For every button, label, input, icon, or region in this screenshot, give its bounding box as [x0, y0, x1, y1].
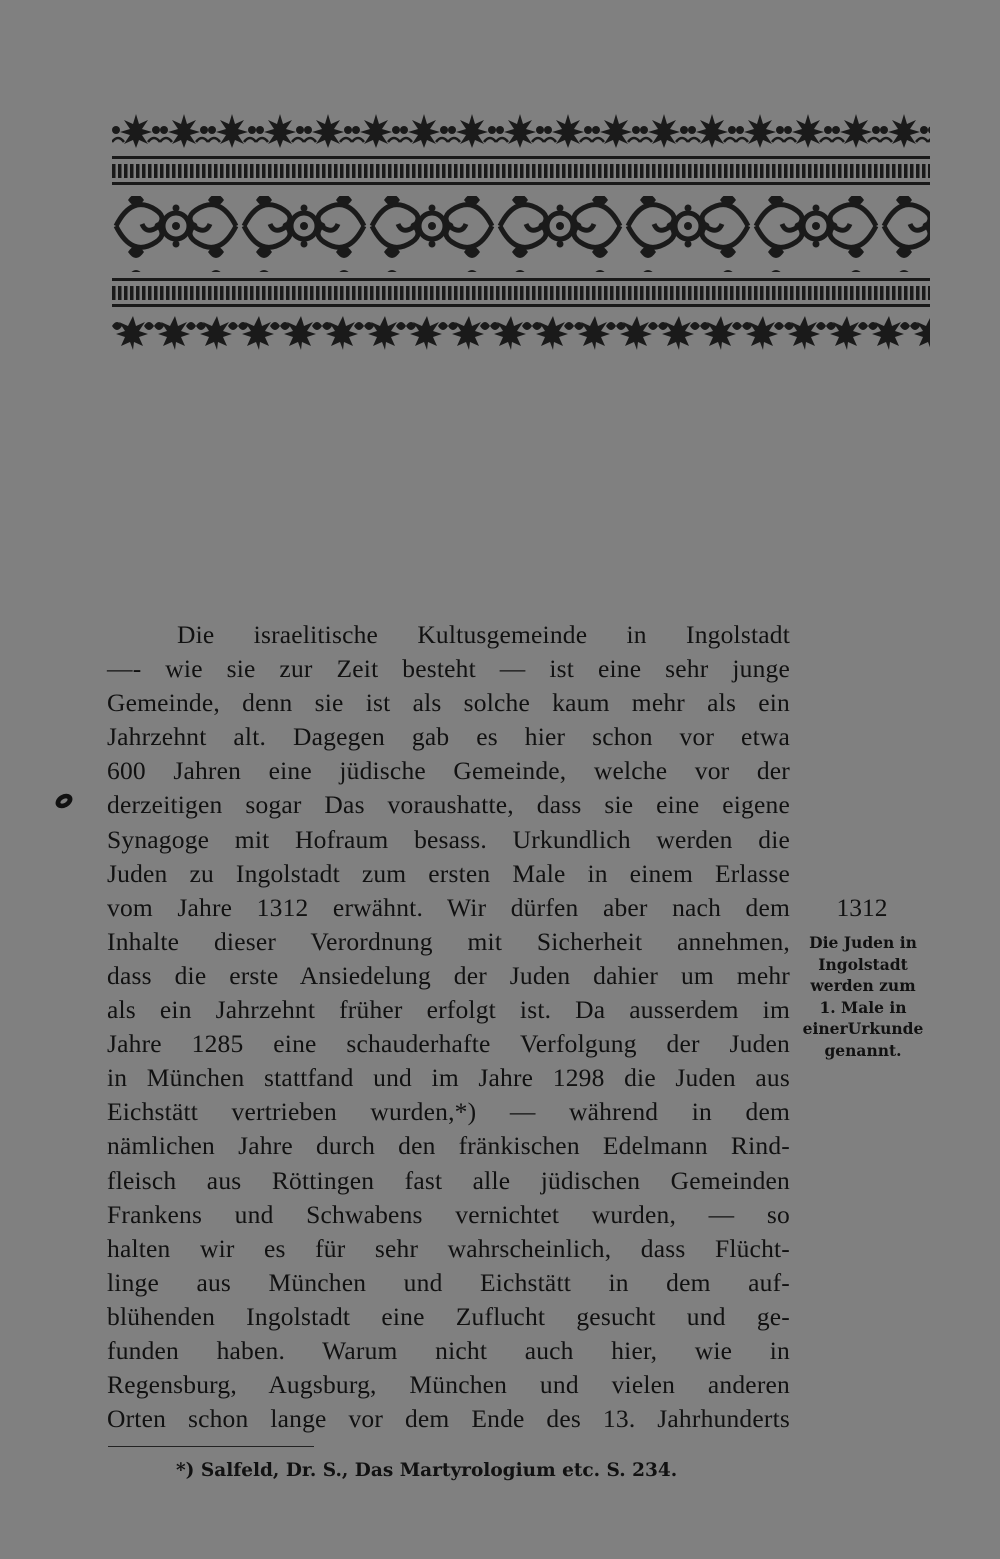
margin-note-line: werden zum: [810, 976, 916, 995]
body-line: halten wir es für sehr wahrscheinlich, dass Flücht-: [107, 1233, 790, 1263]
footnote-rule: [108, 1446, 314, 1447]
body-line: als ein Jahrzehnt früher erfolgt ist. Da ausserdem im: [107, 995, 790, 1025]
margin-note-line: genannt.: [824, 1040, 902, 1060]
main-body-text: [107, 618, 790, 1436]
body-line: Inhalte dieser Verordnung mit Sicherheit annehmen,: [107, 926, 790, 956]
margin-note-line: Die Juden in: [809, 933, 917, 952]
body-line: Eichstätt vertrieben wurden,*) — während in dem: [107, 1097, 790, 1127]
body-line: nämlichen Jahre durch den fränkischen Edelmann Rind-: [107, 1131, 790, 1161]
body-line: Gemeinde, denn sie ist als solche kaum mehr als ein: [107, 688, 790, 718]
body-line: Jahre 1285 eine schauderhafte Verfolgung der Juden: [107, 1029, 790, 1059]
body-line: —- wie sie zur Zeit besteht — ist eine sehr junge: [107, 654, 790, 684]
margin-note-line: 1. Male in: [819, 997, 907, 1017]
body-line: Die israelitische Kultusgemeinde in Ingolstadt: [177, 620, 790, 649]
body-line: fleisch aus Röttingen fast alle jüdischen Gemeinden: [107, 1165, 790, 1195]
margin-year: 1312: [836, 893, 888, 922]
body-line: Regensburg, Augsburg, München und vielen anderen: [107, 1370, 790, 1400]
body-line: linge aus München und Eichstätt in dem auf-: [107, 1267, 790, 1297]
body-line: blühenden Ingolstadt eine Zuflucht gesucht und ge-: [107, 1301, 790, 1331]
body-line: dass die erste Ansiedelung der Juden dahier um mehr: [107, 960, 790, 990]
body-line: in München stattfand und im Jahre 1298 die Juden aus: [107, 1063, 790, 1093]
margin-note-line: Ingolstadt: [818, 954, 908, 974]
body-line: derzeitigen sogar Das voraushatte, dass sie eine eigene: [107, 790, 790, 820]
ink-blot-mark: [53, 790, 75, 812]
body-line: Synagoge mit Hofraum besass. Urkundlich werden die: [107, 824, 790, 854]
body-line: 600 Jahren eine jüdische Gemeinde, welche vor der: [107, 756, 790, 786]
body-line: funden haben. Warum nicht auch hier, wie in: [107, 1335, 790, 1365]
body-line: Orten schon lange vor dem Ende des 13. Jahrhunderts: [107, 1404, 790, 1434]
body-line: Jahrzehnt alt. Dagegen gab es hier schon vor etwa: [107, 722, 790, 752]
body-line: vom Jahre 1312 erwähnt. Wir dürfen aber nach dem: [107, 892, 790, 922]
body-line: Juden zu Ingolstadt zum ersten Male in einem Erlasse: [107, 858, 790, 888]
body-line: Frankens und Schwabens vernichtet wurden, — so: [107, 1199, 790, 1229]
margin-note: [788, 932, 938, 1061]
margin-note-line: einerUrkunde: [802, 1019, 924, 1038]
decorative-header-ornament: [112, 112, 930, 352]
footnote: *) Salfeld, Dr. S., Das Martyrologium etc. S. 234.: [176, 1460, 678, 1481]
